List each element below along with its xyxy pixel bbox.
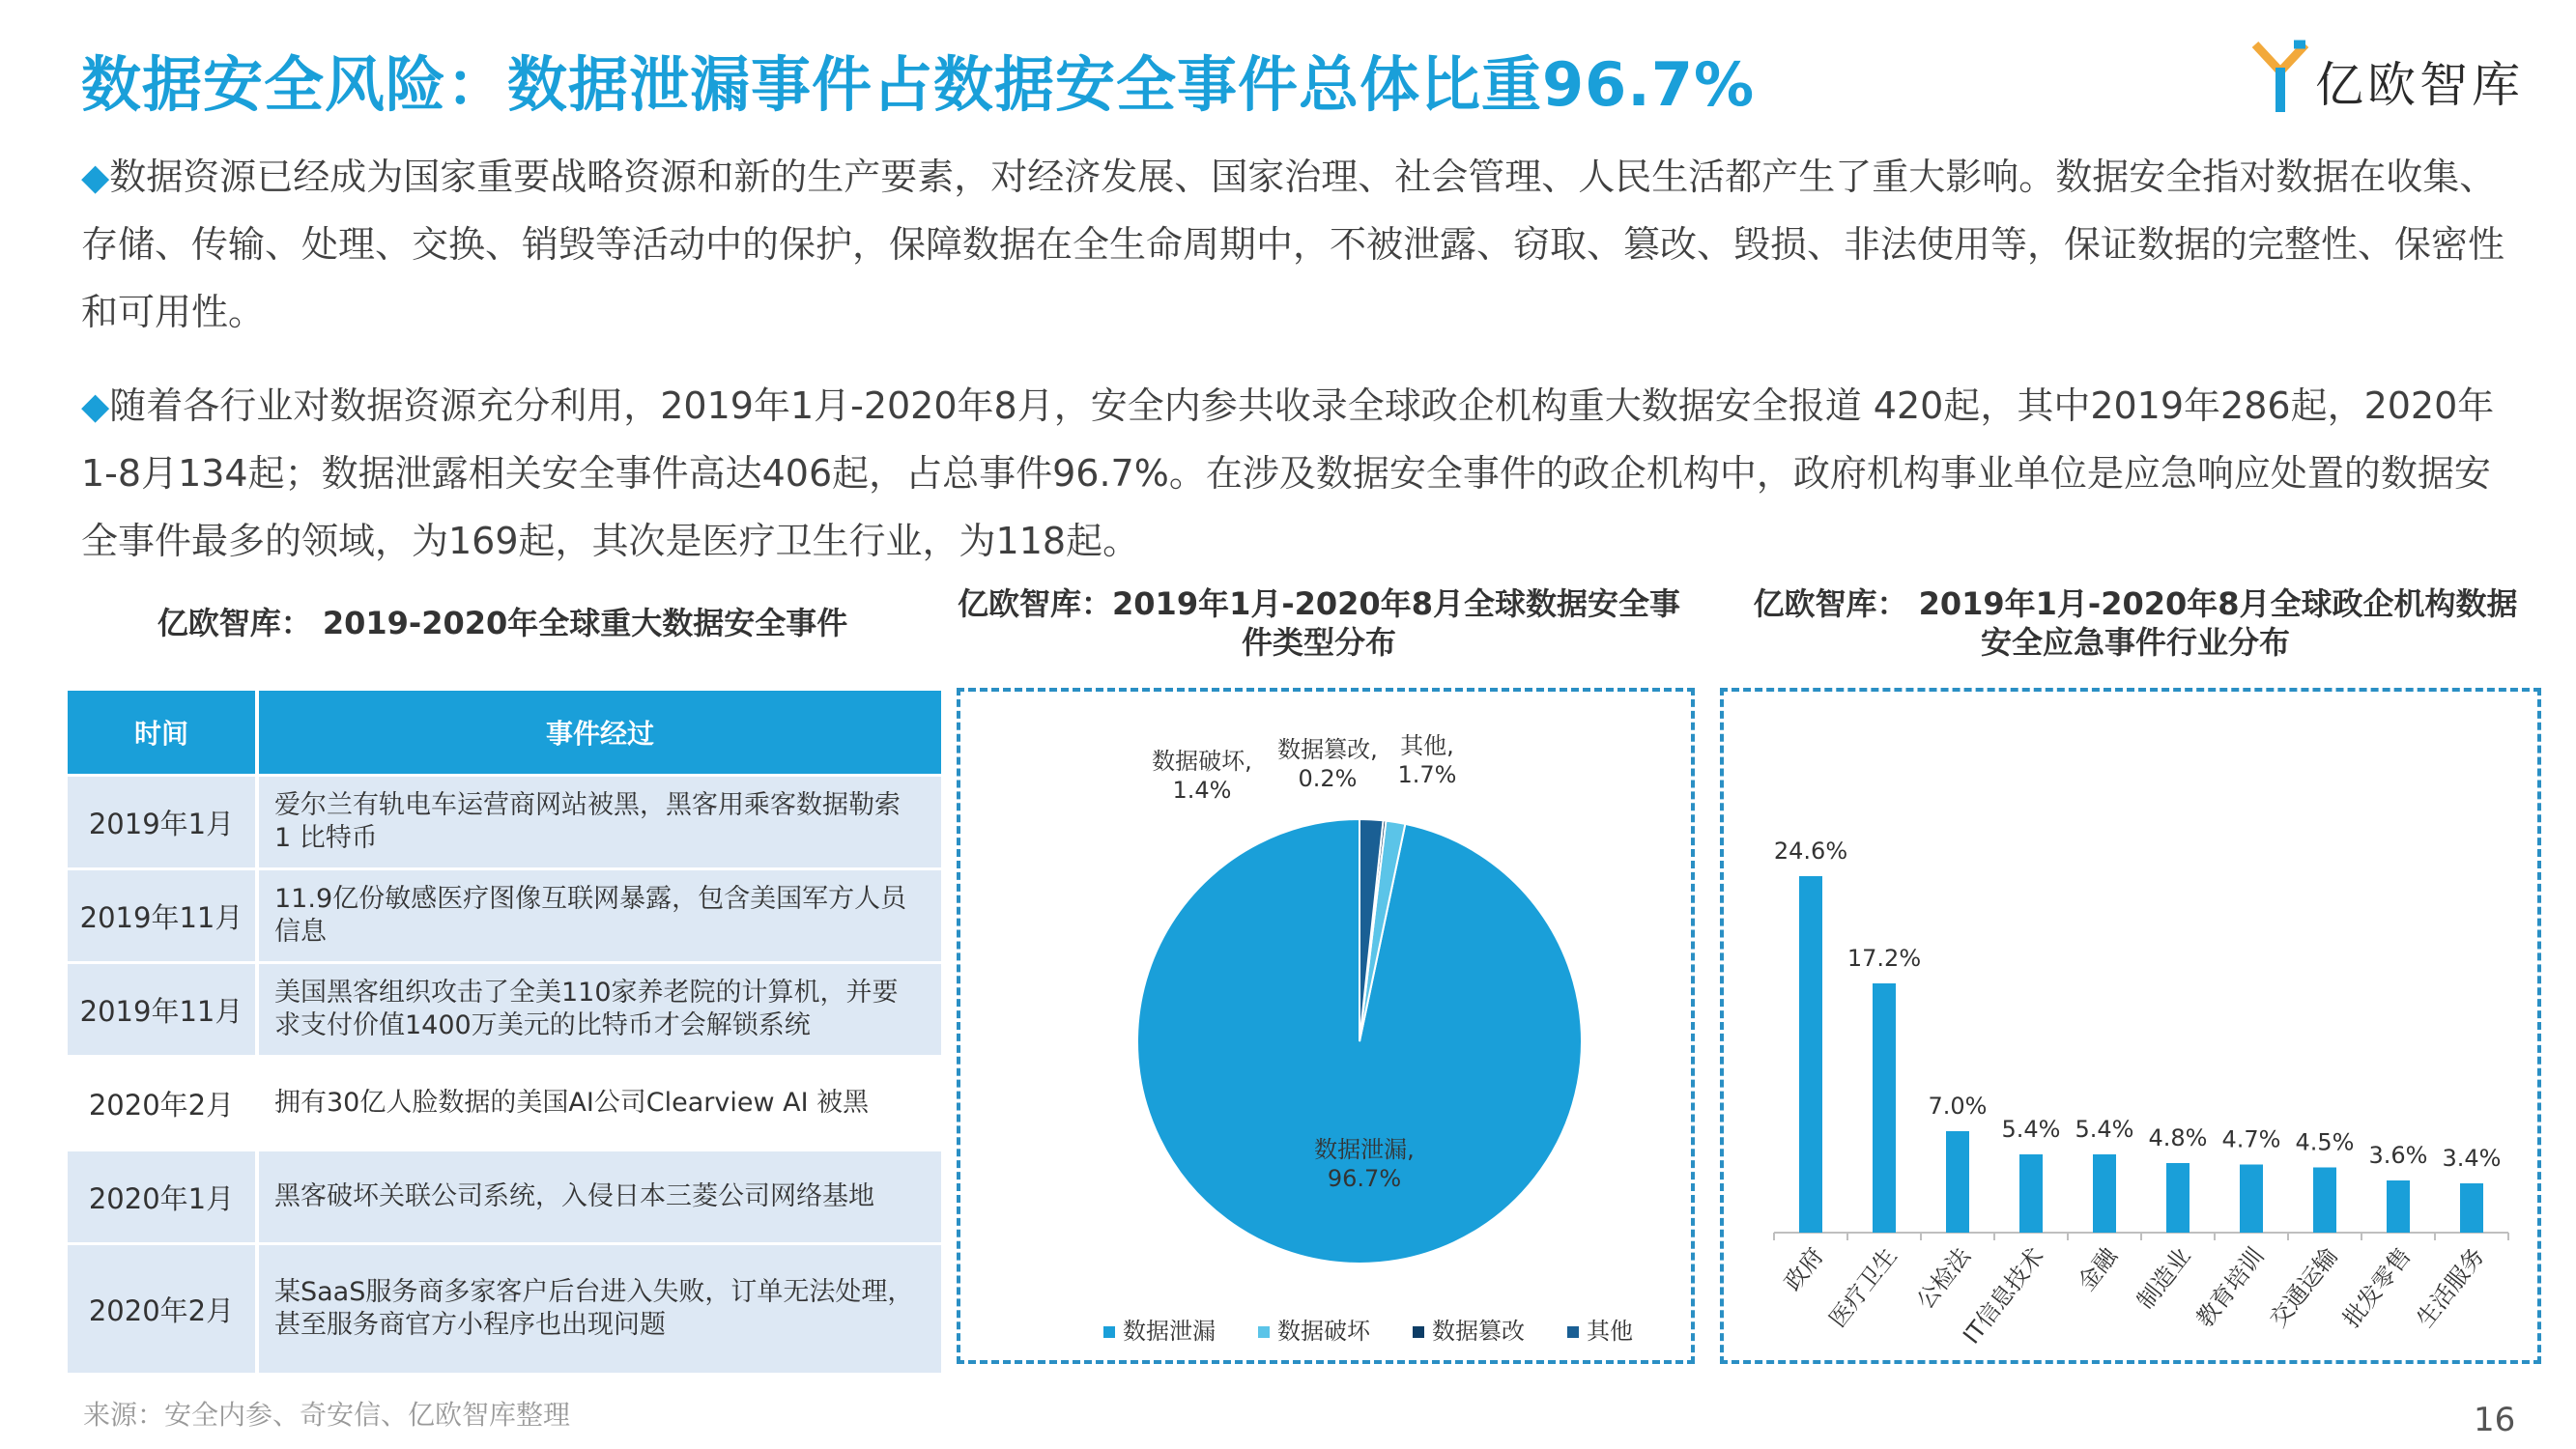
- legend-label: 数据泄漏: [1123, 1318, 1216, 1345]
- row-event: 爱尔兰有轨电车运营商网站被黑，黑客用乘客数据勒索 1 比特币: [259, 777, 941, 867]
- pie-chart: [960, 692, 1691, 1360]
- table-row: [68, 964, 941, 1055]
- bar-chart: [1724, 692, 2537, 1360]
- bar-value-label: 4.8%: [2148, 1124, 2208, 1151]
- brand-logo: [2251, 39, 2541, 126]
- column-header-event: 事件经过: [259, 691, 941, 774]
- row-time: 2019年1月: [68, 777, 259, 867]
- pie-label-value: 0.2%: [1298, 765, 1358, 792]
- bar: [2460, 1183, 2483, 1233]
- x-tick-label: 制造业: [2132, 1242, 2196, 1315]
- bar: [2387, 1180, 2410, 1233]
- row-event: 美国黑客组织攻击了全美110家养老院的计算机，并要求支付价值1400万美元的比特币才会解锁系统: [259, 964, 941, 1055]
- bar: [1799, 876, 1822, 1233]
- bar-value-label: 5.4%: [2001, 1116, 2061, 1143]
- paragraph-2-text: 随着各行业对数据资源充分利用，2019年1月-2020年8月，安全内参共收录全球政企机构重大数据安全报道 420起，其中2019年286起，2020年1-8月134起；数据泄露相关安全事件高达406起，占总事件96.7%。在涉及数据安全事件的政企机构中，政府机构事业单位是应急响应处置的数据安全事件最多的领域，为169起，其次是医疗卫生行业，为118起。: [81, 384, 2495, 562]
- row-event: 某SaaS服务商多家客户后台进入失败，订单无法处理，甚至服务商官方小程序也出现问题: [259, 1245, 941, 1373]
- logo-icon: [2251, 39, 2309, 116]
- column-header-time: 时间: [68, 691, 259, 774]
- row-time: 2019年11月: [68, 964, 259, 1055]
- x-tick-label: 金融: [2073, 1242, 2123, 1296]
- legend-swatch: [1258, 1326, 1270, 1338]
- legend-label: 数据破坏: [1277, 1318, 1370, 1345]
- pie-label-category: 其他,: [1400, 732, 1454, 759]
- logo-text: 亿欧智库: [2315, 57, 2524, 113]
- table-row: [68, 870, 941, 961]
- bar: [2313, 1168, 2336, 1234]
- row-time: 2019年11月: [68, 870, 259, 961]
- bar-value-label: 4.5%: [2295, 1128, 2355, 1156]
- row-time: 2020年2月: [68, 1245, 259, 1373]
- intro-paragraph-2: [81, 372, 2516, 575]
- row-event: 11.9亿份敏感医疗图像互联网暴露，包含美国军方人员信息: [259, 870, 941, 961]
- row-time: 2020年1月: [68, 1151, 259, 1242]
- legend-swatch: [1567, 1326, 1579, 1338]
- table-row: [68, 777, 941, 867]
- paragraph-1-text: 数据资源已经成为国家重要战略资源和新的生产要素，对经济发展、国家治理、社会管理、人民生活都产生了重大影响。数据安全指对数据在收集、存储、传输、处理、交换、销毁等活动中的保护，保障数据在全生命周期中，不被泄露、窃取、篡改、毁损、非法使用等，保证数据的完整性、保密性和可用性。: [81, 156, 2505, 333]
- legend-swatch: [1103, 1326, 1115, 1338]
- diamond-bullet-icon: ◆: [81, 384, 110, 427]
- page-number: 16: [2474, 1401, 2516, 1439]
- bar-value-label: 7.0%: [1928, 1093, 1988, 1120]
- x-tick-label: 教育培训: [2190, 1242, 2270, 1333]
- pie-label-category: 数据泄漏,: [1314, 1136, 1415, 1163]
- bar-value-label: 4.7%: [2221, 1125, 2281, 1153]
- x-tick-label: 政府: [1779, 1242, 1829, 1296]
- pie-label-value: 96.7%: [1327, 1165, 1402, 1192]
- x-tick-label: IT信息技术: [1958, 1242, 2049, 1350]
- pie-label-value: 1.4%: [1172, 777, 1232, 804]
- table-row: [68, 1245, 941, 1373]
- table-title: 亿欧智库： 2019-2020年全球重大数据安全事件: [157, 605, 848, 641]
- bar-value-label: 24.6%: [1773, 838, 1848, 865]
- x-tick-label: 生活服务: [2411, 1242, 2490, 1333]
- pie-chart-title: 亿欧智库：2019年1月-2020年8月全球数据安全事件类型分布: [958, 585, 1680, 661]
- table-header-row: [68, 691, 941, 774]
- page-title: 数据安全风险：数据泄漏事件占数据安全事件总体比重96.7%: [81, 49, 1756, 120]
- row-event: 黑客破坏关联公司系统，入侵日本三菱公司网络基地: [259, 1151, 941, 1242]
- x-tick-label: 公检法: [1911, 1242, 1976, 1315]
- bar-chart-title: 亿欧智库： 2019年1月-2020年8月全球政企机构数据安全应急事件行业分布: [1753, 585, 2518, 661]
- legend-label: 其他: [1587, 1318, 1633, 1345]
- pie-label-category: 数据篡改,: [1277, 736, 1378, 763]
- bar-value-label: 3.6%: [2368, 1142, 2428, 1169]
- pie-label-category: 数据破坏,: [1152, 748, 1252, 775]
- bar-value-label: 3.4%: [2442, 1145, 2502, 1172]
- diamond-bullet-icon: ◆: [81, 156, 110, 198]
- intro-paragraph-1: [81, 143, 2516, 346]
- bar-value-label: 17.2%: [1846, 945, 1922, 972]
- bar: [1946, 1131, 1969, 1233]
- bar-chart-panel: [1720, 688, 2541, 1364]
- bar: [2019, 1154, 2043, 1233]
- legend-swatch: [1413, 1326, 1424, 1338]
- x-tick-label: 医疗卫生: [1823, 1242, 1903, 1333]
- row-time: 2020年2月: [68, 1058, 259, 1149]
- legend-label: 数据篡改: [1432, 1318, 1525, 1345]
- pie-label-value: 1.7%: [1397, 761, 1457, 788]
- x-tick-label: 批发零售: [2337, 1242, 2417, 1333]
- table-row: [68, 1058, 941, 1149]
- events-table: [68, 688, 941, 1376]
- table-row: [68, 1151, 941, 1242]
- bar: [1873, 983, 1896, 1233]
- row-event: 拥有30亿人脸数据的美国AI公司Clearview AI 被黑: [259, 1058, 941, 1149]
- bar: [2166, 1163, 2190, 1233]
- bar: [2240, 1165, 2263, 1234]
- bar-value-label: 5.4%: [2075, 1116, 2134, 1143]
- pie-chart-panel: [957, 688, 1695, 1364]
- source-note: 来源：安全内参、奇安信、亿欧智库整理: [83, 1399, 571, 1431]
- x-tick-label: 交通运输: [2264, 1242, 2343, 1333]
- bar: [2093, 1154, 2116, 1233]
